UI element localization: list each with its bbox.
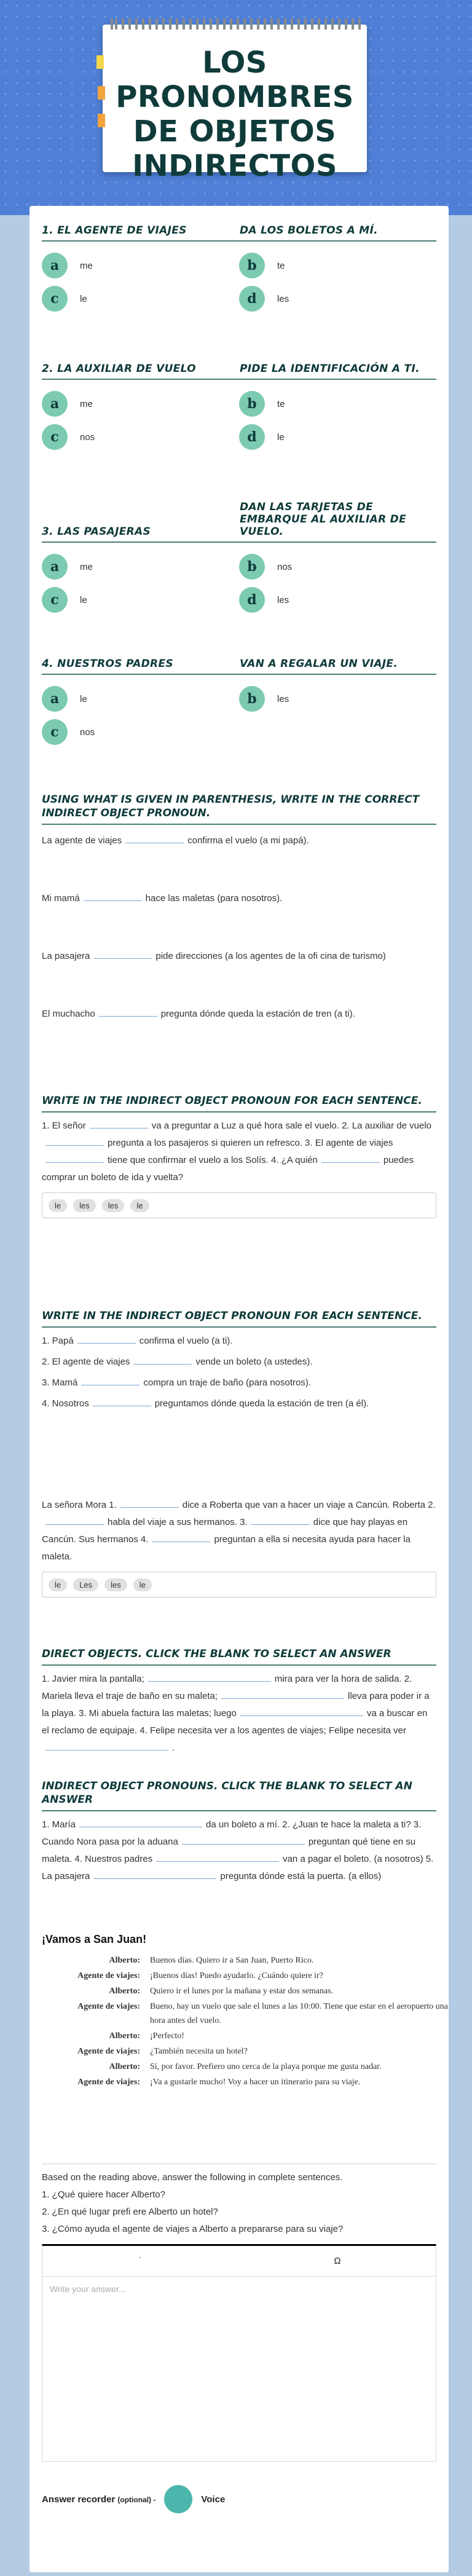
word-chip[interactable]: le	[130, 1199, 149, 1212]
sentence: La agente de viajes confirma el vuelo (a mi papá).	[42, 832, 436, 849]
reading-title: ¡Vamos a San Juan!	[42, 1933, 147, 1945]
dropdown-blank[interactable]	[79, 1816, 202, 1827]
blank-input[interactable]	[81, 1374, 140, 1385]
paragraph: 1. María da un boleto a mí. 2. ¿Juan te hace la maleta a ti? 3. Cuando Nora pasa por la aduana preguntan qué tiene en su maleta. 4. Nuestros padres van a pagar el boleto. (a nosotros) 5. La pasajera pregunta dónde está la puerta. (a ellos)	[42, 1816, 436, 1885]
comprehension-section	[42, 2164, 436, 2513]
record-button[interactable]	[164, 2485, 192, 2513]
blank-input[interactable]	[120, 1497, 179, 1508]
paragraph: La señora Mora 1. dice a Roberta que van a hacer un viaje a Cancún. Roberta 2.habla del viaje a sus hermanos. 3. dice que hay playas en Cancún. Sus hermanos 4. preguntan a ella si necesita ayuda para hacer la maleta.	[42, 1497, 436, 1566]
answer-option-a[interactable]: a me	[42, 391, 239, 417]
question-text: DAN LAS TARJETAS DE EMBARQUE AL AUXILIAR DE VUELO.	[240, 501, 407, 538]
blank-input[interactable]	[45, 1152, 104, 1163]
word-chip[interactable]: Les	[73, 1578, 98, 1591]
answer-recorder	[42, 2485, 436, 2513]
editor-toolbar	[42, 2246, 436, 2277]
question-text: DA LOS BOLETOS A MÍ.	[240, 224, 378, 237]
notepad-tab	[98, 114, 105, 127]
sentence: La pasajera pide direcciones (a los agentes de la ofi cina de turismo)	[42, 948, 436, 965]
fill-section-3	[42, 1497, 436, 1597]
blank-input[interactable]	[93, 948, 152, 959]
word-chip[interactable]: les	[73, 1199, 96, 1212]
mc-question-2	[42, 363, 436, 450]
blank-input[interactable]	[125, 832, 184, 843]
sentence: Mi mamá hace las maletas (para nosotros).	[42, 890, 436, 907]
worksheet-card	[30, 206, 449, 2572]
answer-option-c[interactable]: c nos	[42, 424, 239, 450]
sentence: 2. El agente de viajes vende un boleto (a ustedes).	[42, 1353, 436, 1371]
dropdown-blank[interactable]	[156, 1851, 279, 1862]
blank-input[interactable]	[99, 1006, 157, 1017]
title-notepad	[103, 25, 367, 183]
section-instruction: USING WHAT IS GIVEN IN PARENTHESIS, WRITE IN THE CORRECT INDIRECT OBJECT PRONOUN.	[42, 793, 436, 825]
answer-option-b[interactable]: b te	[239, 253, 436, 278]
answer-option-a[interactable]: a le	[42, 686, 239, 712]
indirect-objects-section	[42, 1779, 436, 1885]
format-button[interactable]: ˙	[139, 2256, 143, 2266]
blank-input[interactable]	[45, 1135, 104, 1146]
blank-input[interactable]	[321, 1152, 380, 1163]
notepad-spiral	[108, 18, 362, 30]
notepad-tab	[96, 55, 104, 69]
question: 1. ¿Qué quiere hacer Alberto?	[42, 2189, 165, 2200]
fill-section-1	[42, 1094, 436, 1218]
answer-option-c[interactable]: c nos	[42, 719, 239, 745]
blank-input[interactable]	[77, 1333, 136, 1344]
dropdown-blank[interactable]	[45, 1739, 168, 1751]
sentence: 3. Mamá compra un traje de baño (para nosotros).	[42, 1374, 436, 1392]
answer-option-b[interactable]: b nos	[239, 554, 436, 580]
dropdown-blank[interactable]	[93, 1868, 216, 1879]
parenthesis-section	[42, 793, 436, 1023]
fill-section-2	[42, 1309, 436, 1412]
blank-input[interactable]	[93, 1395, 151, 1406]
blank-input[interactable]	[251, 1514, 310, 1525]
dropdown-blank[interactable]	[148, 1671, 271, 1682]
mc-question-1	[42, 224, 436, 312]
answer-option-a[interactable]: a me	[42, 554, 239, 580]
question-text: 4. NUESTROS PADRES	[42, 658, 173, 670]
word-bank	[42, 1192, 436, 1218]
section-instruction: WRITE IN THE INDIRECT OBJECT PRONOUN FOR EACH SENTENCE.	[42, 1094, 436, 1113]
page-title: LOS PRONOMBRES DE OBJETOS INDIRECTOS	[116, 45, 354, 183]
section-instruction: WRITE IN THE INDIRECT OBJECT PRONOUN FOR EACH SENTENCE.	[42, 1309, 436, 1328]
word-bank	[42, 1572, 436, 1597]
answer-option-d[interactable]: d les	[239, 587, 436, 613]
notepad-tab	[98, 86, 105, 100]
dialogue: Alberto: Buenos días. Quiero ir a San Juan, Puerto Rico. Agente de viajes: ¡Buenos días! Puedo ayudarlo. ¿Cuándo quiere ir? Alberto: Quiero ir el lunes por la mañana y estar dos semanas. Agente de viajes: Bueno, hay un vuelo que sale el lunes a las 10:00. Tiene que estar en el aeropuerto una hora antes del vuelo. Alberto: ¡Perfecto! Agente de viajes: ¿También necesita un hotel? Alberto: Sí, por favor. Prefiero uno cerca de la playa porque me gusta nadar. Agente de viajes: ¡Va a gustarle mucho! Voy a hacer un itinerario para su viaje.	[77, 1956, 448, 2087]
question: 3. ¿Cómo ayuda el agente de viajes a Alberto a prepararse para su viaje?	[42, 2224, 344, 2234]
answer-option-d[interactable]: d le	[239, 424, 436, 450]
answer-option-b[interactable]: b les	[239, 686, 436, 712]
question-text: 2. LA AUXILIAR DE VUELO	[42, 363, 196, 375]
sentence: 1. Papá confirma el vuelo (a ti).	[42, 1333, 436, 1350]
answer-option-c[interactable]: c le	[42, 587, 239, 613]
section-instruction: INDIRECT OBJECT PRONOUNS. CLICK THE BLANK TO SELECT AN ANSWER	[42, 1779, 436, 1811]
word-chip[interactable]: le	[49, 1199, 67, 1212]
question-text: PIDE LA IDENTIFICACIÓN A TI.	[240, 363, 420, 375]
answer-editor	[42, 2244, 436, 2462]
blank-input[interactable]	[90, 1117, 148, 1128]
paragraph: 1. El señor va a preguntar a Luz a qué hora sale el vuelo. 2. La auxiliar de vuelopregunta a los pasajeros si quieren un refresco. 3. El agente de viajestiene que confirmar el vuelo a los Solís. 4. ¿A quién puedes comprar un boleto de ida y vuelta?	[42, 1117, 436, 1186]
question-text: 1. EL AGENTE DE VIAJES	[42, 224, 187, 237]
blank-input[interactable]	[45, 1514, 104, 1525]
question-text: 3. LAS PASAJERAS	[42, 526, 151, 538]
word-chip[interactable]: les	[104, 1578, 127, 1591]
answer-option-a[interactable]: a me	[42, 253, 239, 278]
word-chip[interactable]: les	[102, 1199, 125, 1212]
dropdown-blank[interactable]	[240, 1705, 363, 1716]
word-chip[interactable]: le	[49, 1578, 67, 1591]
answer-option-c[interactable]: c le	[42, 286, 239, 312]
dropdown-blank[interactable]	[221, 1688, 344, 1699]
sentence: El muchacho pregunta dónde queda la estación de tren (a ti).	[42, 1006, 436, 1023]
recorder-voice-label: Voice	[201, 2494, 226, 2505]
answer-option-b[interactable]: b te	[239, 391, 436, 417]
dropdown-blank[interactable]	[182, 1834, 305, 1845]
question: 2. ¿En qué lugar prefi ere Alberto un hotel?	[42, 2207, 218, 2217]
answer-option-d[interactable]: d les	[239, 286, 436, 312]
answer-textarea[interactable]: Write your answer...	[50, 2284, 126, 2294]
special-char-button[interactable]: Ω	[334, 2256, 341, 2266]
mc-question-4	[42, 658, 436, 745]
direct-objects-section	[42, 1647, 436, 1757]
blank-input[interactable]	[152, 1531, 210, 1542]
blank-input[interactable]	[133, 1353, 192, 1365]
question-text: VAN A REGALAR UN VIAJE.	[240, 658, 398, 670]
prompt: Based on the reading above, answer the following in complete sentences.	[42, 2172, 343, 2183]
word-chip[interactable]: le	[133, 1578, 152, 1591]
mc-question-3	[42, 501, 436, 613]
reading-section	[42, 1933, 461, 2089]
blank-input[interactable]	[84, 890, 142, 901]
paragraph: 1. Javier mira la pantalla; mira para ver la hora de salida. 2. Mariela lleva el traje de baño en su maleta; lleva para poder ir a la playa. 3. Mi abuela factura las maletas; luego va a buscar en el reclamo de equipaje. 4. Felipe necesita ver a los agentes de viajes; Felipe necesita ver.	[42, 1671, 436, 1757]
section-instruction: DIRECT OBJECTS. CLICK THE BLANK TO SELECT AN ANSWER	[42, 1647, 436, 1666]
header-banner	[0, 0, 472, 215]
sentence: 4. Nosotros preguntamos dónde queda la estación de tren (a él).	[42, 1395, 436, 1412]
recorder-label: Answer recorder (optional) -	[42, 2494, 156, 2505]
